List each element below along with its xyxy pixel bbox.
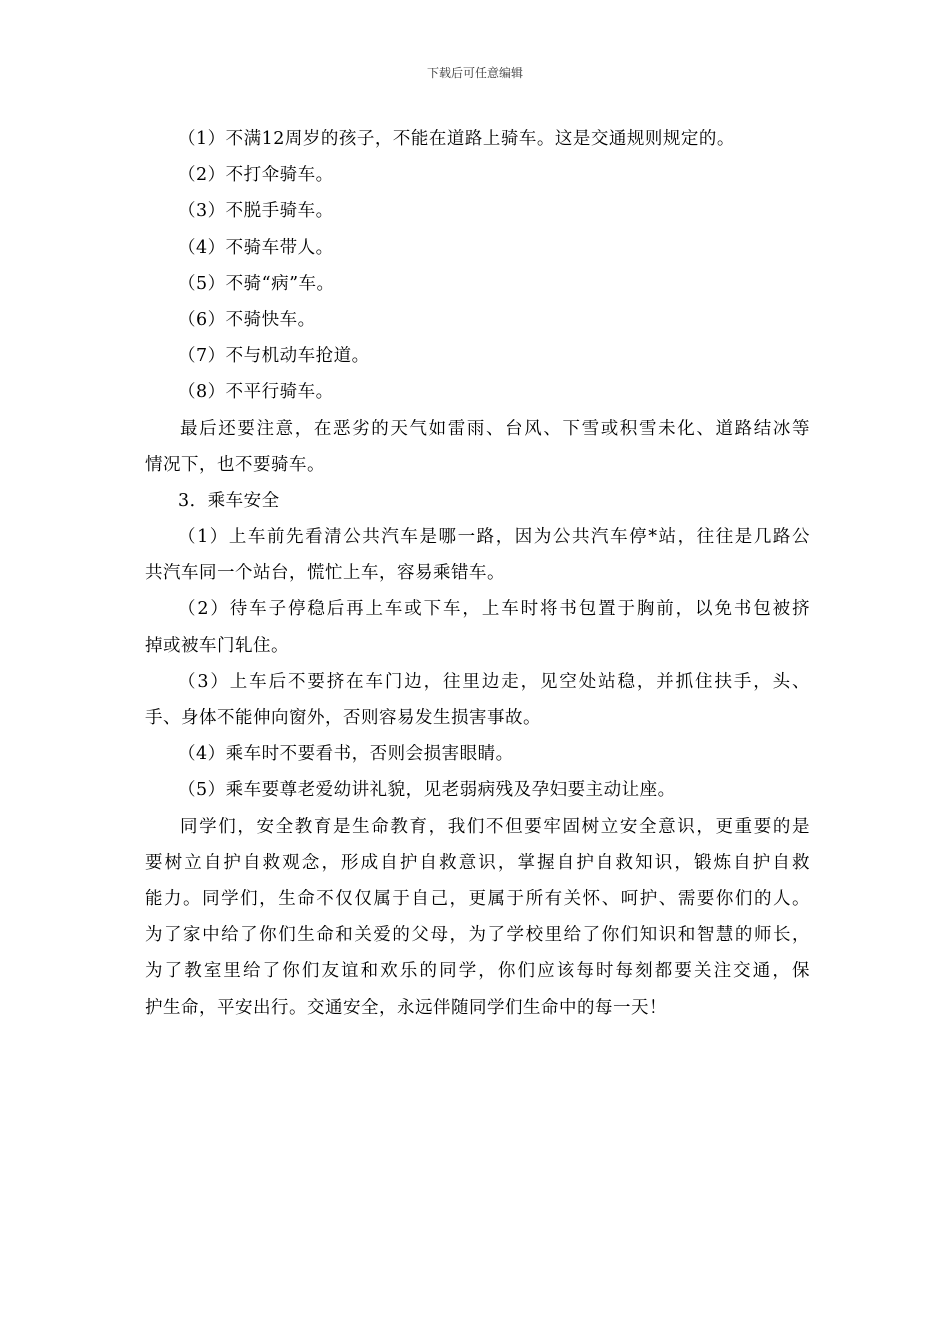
weather-note-line-2: 情况下，也不要骑车。 (145, 454, 325, 475)
document-body (145, 121, 810, 1026)
page-header-note: 下载后可任意编辑 (426, 66, 523, 80)
closing-paragraph-line-1: 同学们，安全教育是生命教育，我们不但要牢固树立安全意识，更重要的是 (180, 816, 810, 837)
rule-item-2: （2）不打伞骑车。 (178, 165, 334, 186)
riding-item-3-line-2: 手、身体不能伸向窗外，否则容易发生损害事故。 (145, 708, 541, 728)
rule-item-5: （5）不骑“病”车。 (178, 273, 335, 294)
riding-item-1-line-1: （1）上车前先看清公共汽车是哪一路，因为公共汽车停*站，往往是几路公 (178, 527, 810, 548)
section-heading-riding-safety: 3．乘车安全 (178, 490, 280, 511)
rule-item-8: （8）不平行骑车。 (178, 382, 334, 403)
closing-paragraph-line-6: 护生命，平安出行。交通安全，永远伴随同学们生命中的每一天！ (145, 997, 667, 1018)
riding-item-1-line-2: 共汽车同一个站台，慌忙上车，容易乘错车。 (145, 563, 505, 584)
riding-item-2-line-1: （2）待车子停稳后再上车或下车，上车时将书包置于胸前，以免书包被挤 (178, 599, 810, 620)
weather-note-line-1: 最后还要注意，在恶劣的天气如雷雨、台风、下雪或积雪未化、道路结冰等 (180, 418, 810, 439)
riding-item-5: （5）乘车要尊老爱幼讲礼貌，见老弱病残及孕妇要主动让座。 (178, 780, 676, 801)
rule-item-1: （1）不满12周岁的孩子，不能在道路上骑车。这是交通规则规定的。 (178, 129, 735, 149)
rule-item-4: （4）不骑车带人。 (178, 237, 334, 258)
rule-item-7: （7）不与机动车抢道。 (178, 346, 370, 367)
closing-paragraph-line-3: 能力。同学们，生命不仅仅属于自己，更属于所有关怀、呵护、需要你们的人。 (145, 888, 810, 909)
riding-item-2-line-2: 掉或被车门轧住。 (145, 635, 289, 656)
closing-paragraph-line-2: 要树立自护自救观念，形成自护自救意识，掌握自护自救知识，锻炼自护自救 (145, 852, 810, 873)
closing-paragraph-line-4: 为了家中给了你们生命和关爱的父母，为了学校里给了你们知识和智慧的师长， (145, 925, 810, 946)
rule-item-3: （3）不脱手骑车。 (178, 201, 334, 222)
rule-item-6: （6）不骑快车。 (178, 309, 316, 330)
closing-paragraph-line-5: 为了教室里给了你们友谊和欢乐的同学，你们应该每时每刻都要关注交通，保 (145, 961, 810, 982)
riding-item-4: （4）乘车时不要看书，否则会损害眼睛。 (178, 744, 514, 765)
riding-item-3-line-1: （3）上车后不要挤在车门边，往里边走，见空处站稳，并抓住扶手，头、 (178, 671, 810, 692)
